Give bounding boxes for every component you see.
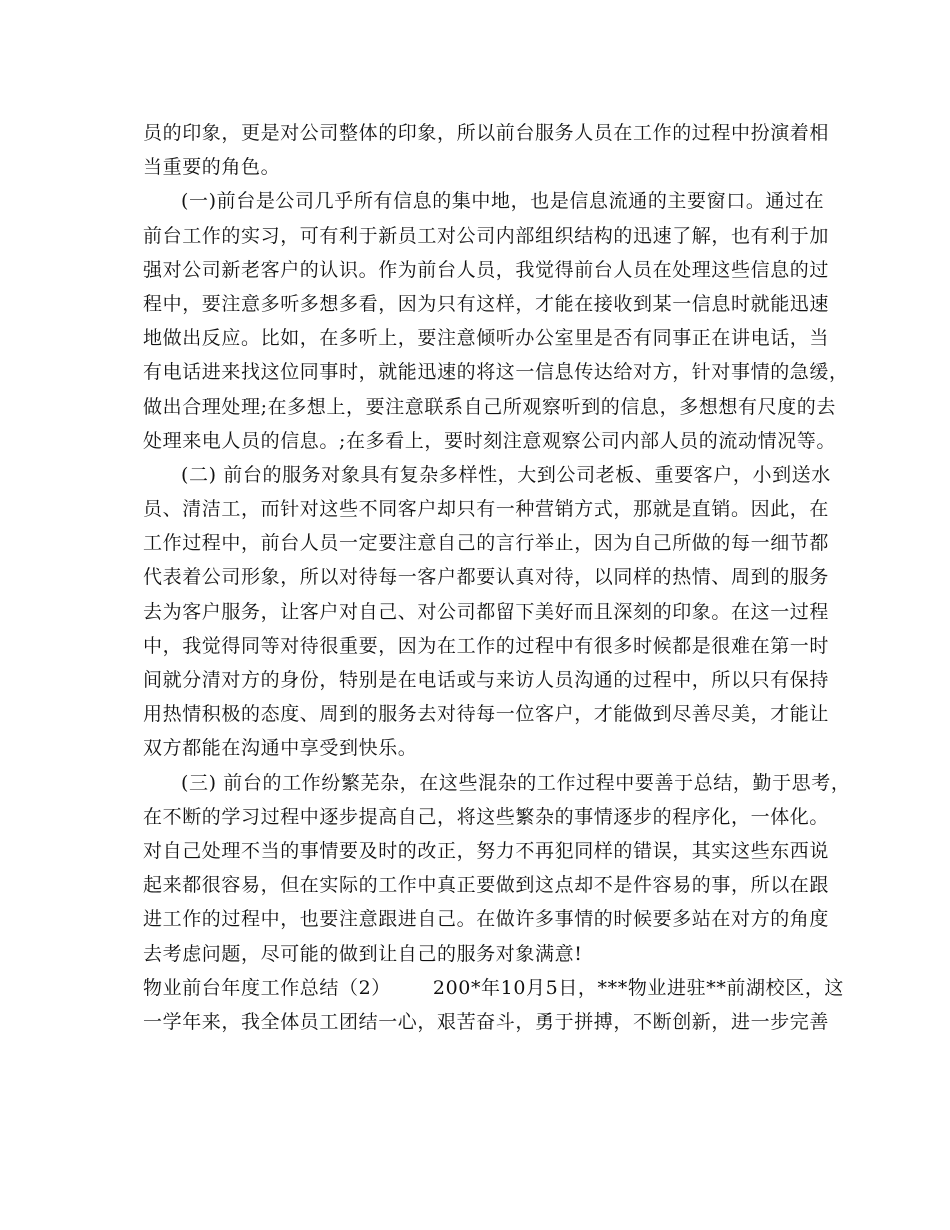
text-line: 工作过程中，前台人员一定要注意自己的言行举止，因为自己所做的每一细节都: [143, 532, 830, 555]
text-line: 进工作的过程中，也要注意跟进自己。在做许多事情的时候要多站在对方的角度: [143, 908, 830, 931]
text-line: 做出合理处理;在多想上，要注意联系自己所观察听到的信息，多想想有尺度的去: [143, 395, 837, 418]
section-first-line: 200*年10月5日，***物业进驻**前湖校区，这: [432, 976, 845, 999]
text-line: 起来都很容易，但在实际的工作中真正要做到这点却不是件容易的事，所以在跟: [143, 874, 830, 897]
text-line: 中，我觉得同等对待很重要，因为在工作的过程中有很多时候都是很难在第一时: [143, 634, 830, 657]
text-line: 强对公司新老客户的认识。作为前台人员，我觉得前台人员在处理这些信息的过: [143, 258, 830, 281]
text-line: 前台工作的实习，可有利于新员工对公司内部组织结构的迅速了解，也有利于加: [143, 224, 830, 247]
text-line: 间就分清对方的身份，特别是在电话或与来访人员沟通的过程中，所以只有保持: [143, 669, 830, 691]
section-title: 物业前台年度工作总结（2）: [143, 976, 391, 999]
paragraph-one-start: (一)前台是公司几乎所有信息的集中地，也是信息流通的主要窗口。通过在: [181, 190, 825, 213]
text-line: 当重要的角色。: [143, 156, 281, 179]
paragraph-two-start: (二) 前台的服务对象具有复杂多样性，大到公司老板、重要客户，小到送水: [181, 463, 831, 486]
text-line: 去考虑问题，尽可能的做到让自己的服务对象满意!: [143, 942, 583, 965]
text-line: 在不断的学习过程中逐步提高自己，将这些繁杂的事情逐步的程序化，一体化。: [143, 805, 830, 828]
text-line: 代表着公司形象，所以对待每一客户都要认真对待，以同样的热情、周到的服务: [143, 566, 830, 589]
section-header-line: [143, 971, 845, 1005]
text-line: 用热情积极的态度、周到的服务去对待每一位客户，才能做到尽善尽美，才能让: [143, 703, 830, 726]
text-line: 程中，要注意多听多想多看，因为只有这样，才能在接收到某一信息时就能迅速: [143, 292, 830, 315]
text-line: 地做出反应。比如，在多听上，要注意倾听办公室里是否有同事正在讲电话，当: [143, 327, 830, 350]
text-line: 双方都能在沟通中享受到快乐。: [143, 737, 418, 760]
document-body: [143, 116, 851, 1039]
text-line: 去为客户服务，让客户对自己、对公司都留下美好而且深刻的印象。在这一过程: [143, 600, 830, 623]
text-line: 有电话进来找这位同事时，就能迅速的将这一信息传达给对方，针对事情的急缓，: [143, 361, 849, 384]
text-line: 对自己处理不当的事情要及时的改正，努力不再犯同样的错误，其实这些东西说: [143, 839, 830, 862]
text-line: 员、清洁工，而针对这些不同客户却只有一种营销方式，那就是直销。因此，在: [143, 498, 830, 521]
section-second-line: 一学年来，我全体员工团结一心，艰苦奋斗，勇于拼搏，不断创新，进一步完善: [143, 1010, 830, 1033]
paragraph-three-start: (三) 前台的工作纷繁芜杂，在这些混杂的工作过程中要善于总结，勤于思考，: [181, 771, 851, 794]
text-line: 处理来电人员的信息。;在多看上，要时刻注意观察公司内部人员的流动情况等。: [143, 429, 837, 452]
text-line: 员的印象，更是对公司整体的印象，所以前台服务人员在工作的过程中扮演着相: [143, 122, 830, 144]
